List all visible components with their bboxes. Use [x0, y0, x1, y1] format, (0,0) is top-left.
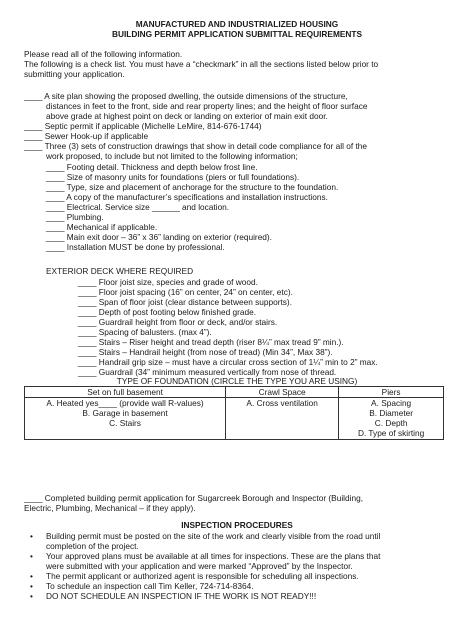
deck-item: ____ Stairs – Riser height and tread depth (riser 8¼” max tread 9” min.). [78, 337, 344, 347]
drawing-subitem: ____ Mechanical if applicable. [46, 222, 158, 232]
bullet-icon: • [30, 581, 33, 591]
septic-item: ____ Septic permit if applicable (Michelle LeMire, 814-676-1744) [24, 121, 262, 131]
basement-options [25, 398, 226, 440]
deck-item: ____ Floor joist spacing (16” on center, 24” on center, etc). [78, 287, 293, 297]
crawl-space-options [226, 398, 339, 440]
intro-line: submitting your application. [24, 69, 125, 79]
deck-item: ____ Guardrail height from floor or deck, and/or stairs. [78, 317, 278, 327]
table-cell: A. Heated yes____ (provide wall R-values) [46, 398, 204, 408]
list-item [30, 531, 380, 551]
list-item-text: To schedule an inspection call Tim Keller, 724-714-8364. [46, 581, 254, 591]
deck-item: ____ Depth of post footing below finished grade. [78, 307, 257, 317]
table-header: Piers [339, 387, 444, 398]
foundation-heading: TYPE OF FOUNDATION (CIRCLE THE TYPE YOU ARE USING) [116, 376, 358, 386]
list-item-text: The permit applicant or authorized agent is responsible for scheduling all inspections. [46, 571, 359, 581]
table-cell: D. Type of skirting [357, 428, 425, 438]
drawing-subitem: ____ Installation MUST be done by professional. [46, 242, 225, 252]
drawing-subitem: ____ A copy of the manufacturer’s specifications and installation instructions. [46, 192, 328, 202]
bullet-icon: • [30, 551, 33, 561]
drawings-item: ____ Three (3) sets of construction drawings that show in detail code compliance for all of the [24, 141, 367, 151]
table-cell: B. Garage in basement [82, 408, 168, 418]
table-header: Set on full basement [25, 387, 226, 398]
deck-item: ____ Span of floor joist (clear distance between supports). [78, 297, 292, 307]
piers-options [339, 398, 444, 440]
document-subtitle: BUILDING PERMIT APPLICATION SUBMITTAL REQUIREMENTS [112, 29, 362, 39]
table-cell: C. Depth [374, 418, 408, 428]
list-item-text: completion of the project. [46, 541, 139, 552]
drawing-subitem: ____ Footing detail. Thickness and depth below frost line. [46, 162, 258, 172]
bullet-icon: • [30, 531, 33, 541]
inspection-heading: INSPECTION PROCEDURES [181, 520, 293, 530]
intro-line: The following is a check list. You must have a “checkmark” in all the sections listed below prior to [24, 59, 379, 69]
drawing-subitem: ____ Main exit door – 36” x 36” landing on exterior (required). [46, 232, 272, 242]
table-header: Crawl Space [226, 387, 339, 398]
bullet-icon: • [30, 591, 33, 601]
site-plan-item: above grade at highest point on deck or landing on exterior of main exit door. [46, 111, 328, 121]
table-cell: A. Cross ventilation [246, 398, 318, 408]
drawings-item: work proposed, to include but not limited to the following information; [46, 151, 298, 161]
bullet-icon: • [30, 571, 33, 581]
list-item-text: Your approved plans must be available at all times for inspections. These are the plans that [46, 551, 381, 561]
table-cell: C. Stairs [109, 418, 141, 428]
drawing-subitem: ____ Plumbing. [46, 212, 104, 222]
list-item-text: were submitted with your application and were marked “Approved” by the Inspector. [46, 561, 353, 572]
intro-line: Please read all of the following information. [24, 49, 183, 59]
deck-item: ____ Floor joist size, species and grade of wood. [78, 277, 258, 287]
table-cell: A. Spacing [371, 398, 412, 408]
table-header-row [25, 387, 444, 398]
completed-item: ____ Completed building permit application for Sugarcreek Borough and Inspector (Building, [24, 493, 363, 503]
sewer-item: ____ Sewer Hook-up if applicable [24, 131, 149, 141]
deck-item: ____ Handrail grip size – must have a circular cross section of 1¼” min to 2” max. [78, 357, 378, 367]
site-plan-item: distances in feet to the front, side and rear property lines; and the height of floor surface [46, 101, 368, 111]
deck-item: ____ Stairs – Handrail height (from nose of tread) (Min 34”, Max 38”). [78, 347, 333, 357]
completed-item: Electric, Plumbing, Mechanical – if they apply). [24, 503, 196, 513]
document-title: MANUFACTURED AND INDUSTRIALIZED HOUSING [135, 19, 339, 29]
foundation-table [24, 386, 444, 440]
deck-heading: EXTERIOR DECK WHERE REQUIRED [46, 266, 194, 276]
list-item [30, 551, 380, 571]
list-item [30, 581, 254, 591]
drawing-subitem: ____ Type, size and placement of anchorage for the structure to the foundation. [46, 182, 339, 192]
site-plan-item: ____ A site plan showing the proposed dwelling, the outside dimensions of the structure, [24, 91, 348, 101]
drawing-subitem: ____ Electrical. Service size ______ and location. [46, 202, 230, 212]
table-row [25, 398, 444, 440]
table-cell: B. Diameter [369, 408, 414, 418]
list-item [30, 571, 359, 581]
deck-item: ____ Spacing of balusters. (max 4”). [78, 327, 212, 337]
drawing-subitem: ____ Size of masonry units for foundations (piers or full foundations). [46, 172, 300, 182]
list-item-text: Building permit must be posted on the site of the work and clearly visible from the road until [46, 531, 381, 541]
deck-item: ____ Guardrail (34” minimum measured vertically from nose of thread. [78, 367, 337, 377]
list-item-text: DO NOT SCHEDULE AN INSPECTION IF THE WORK IS NOT READY!!! [46, 591, 317, 601]
list-item [30, 591, 316, 601]
